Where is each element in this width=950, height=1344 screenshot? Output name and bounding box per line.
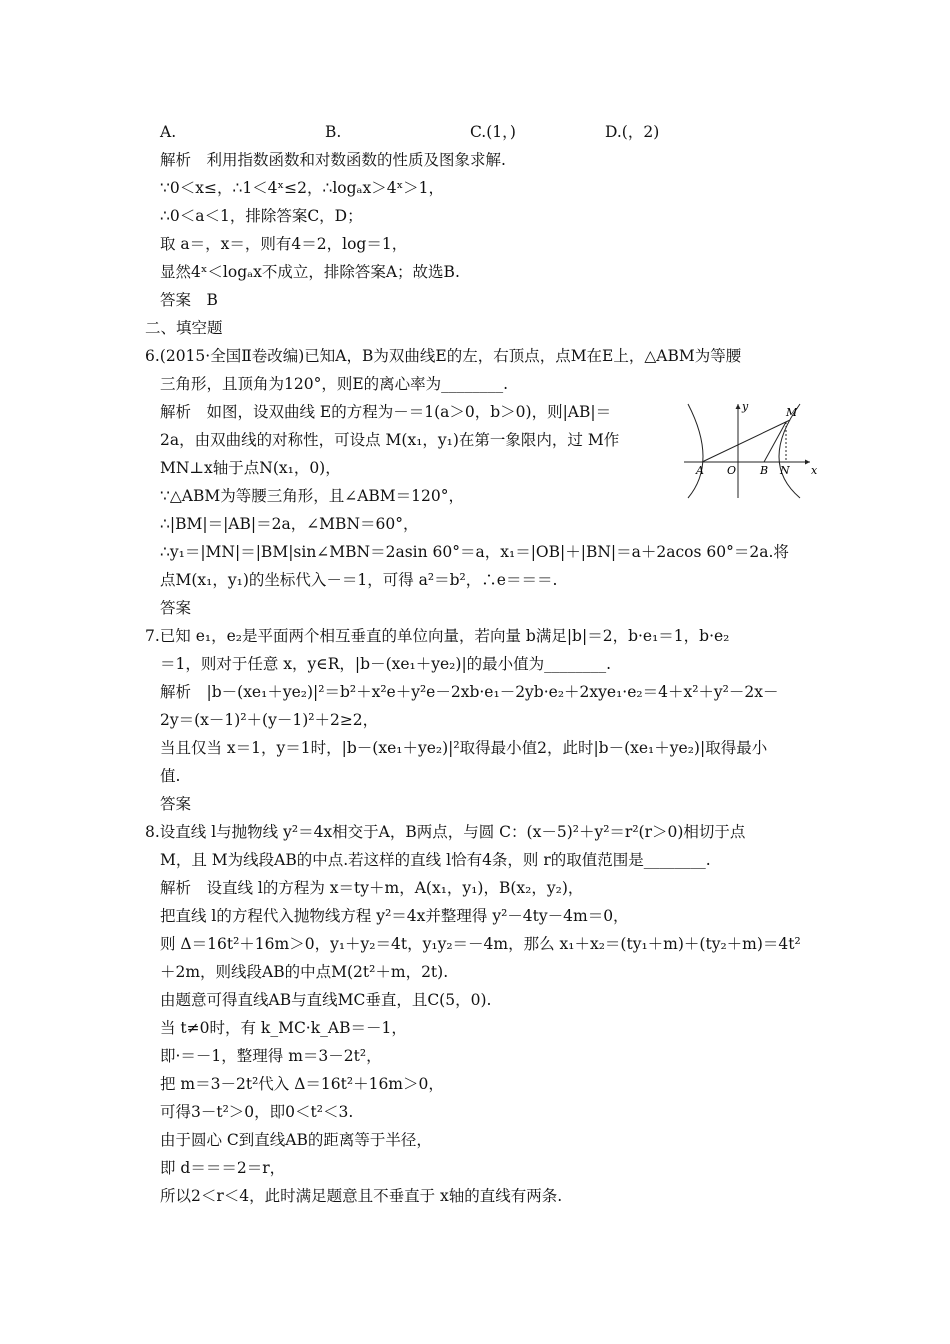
y-axis-arrow-icon <box>736 404 741 409</box>
q8-line: 所以2＜r＜4，此时满足题意且不垂直于 x轴的直线有两条. <box>160 1187 563 1205</box>
q5-answer: 答案 B <box>160 291 218 309</box>
q5-line: ∵0＜x≤，∴1＜4ˣ≤2，∴logₐx＞4ˣ＞1， <box>160 179 445 197</box>
q5-line: 显然4ˣ＜logₐx不成立，排除答案A；故选B. <box>160 263 460 281</box>
q8-line: 由题意可得直线AB与直线MC垂直，且C(5，0). <box>160 991 492 1009</box>
q8-line: 当 t≠0时，有 k_MC·k_AB＝－1， <box>160 1019 407 1037</box>
segment-bm <box>764 422 786 462</box>
q8-question: 8.设直线 l与抛物线 y²＝4x相交于A，B两点，与圆 C：(x－5)²＋y²＝r²(r＞0)相切于点 <box>145 823 746 841</box>
point-n-label: N <box>780 464 790 477</box>
q7-question: ＝1，则对于任意 x，y∈R，|b－(xe₁＋ye₂)|的最小值为________. <box>160 655 612 673</box>
q6-question: 6.(2015·全国Ⅱ卷改编)已知A，B为双曲线E的左，右顶点，点M在E上，△ABM为等腰 <box>145 347 742 365</box>
q7-line: 当且仅当 x＝1，y＝1时，|b－(xe₁＋ye₂)|²取得最小值2，此时|b－(xe₁＋ye₂)|取得最小 <box>160 739 768 757</box>
q6-question: 三角形，且顶角为120°，则E的离心率为________. <box>160 375 509 393</box>
q8-line: 则 Δ＝16t²＋16m＞0，y₁＋y₂＝4t，y₁y₂＝－4m，那么 x₁＋x₂＝(ty₁＋m)＋(ty₂＋m)＝4t² <box>160 935 801 953</box>
q6-line: ∵△ABM为等腰三角形，且∠ABM＝120°， <box>160 487 465 505</box>
q8-line: ＋2m，则线段AB的中点M(2t²＋m，2t). <box>160 963 449 981</box>
q6-line: 2a，由双曲线的对称性，可设点 M(x₁，y₁)在第一象限内，过 M作 <box>160 431 620 449</box>
q7-line: 解析 |b－(xe₁＋ye₂)|²＝b²＋x²e＋y²e－2xb·e₁－2yb·e₂＋2xye₁·e₂＝4＋x²＋y²－2x－ <box>160 683 779 701</box>
hyperbola-diagram <box>680 400 820 502</box>
section-heading: 二、填空题 <box>145 319 223 337</box>
option-c: C.(1，) <box>470 123 516 141</box>
point-a-label: A <box>696 464 704 477</box>
q6-line: ∴|BM|＝|AB|＝2a，∠MBN＝60°， <box>160 515 419 533</box>
option-a: A. <box>160 123 177 141</box>
option-b: B. <box>325 123 342 141</box>
q8-question: M，且 M为线段AB的中点.若这样的直线 l恰有4条，则 r的取值范围是________. <box>160 851 711 869</box>
x-axis-arrow-icon <box>805 460 810 465</box>
q8-line: 把直线 l的方程代入抛物线方程 y²＝4x并整理得 y²－4ty－4m＝0， <box>160 907 629 925</box>
q6-line: 解析 如图，设双曲线 E的方程为－＝1(a＞0，b＞0)，则|AB|＝ <box>160 403 612 421</box>
point-o-label: O <box>727 464 737 477</box>
y-axis-label: y <box>742 400 749 413</box>
q8-line: 即·＝－1，整理得 m＝3－2t²， <box>160 1047 382 1065</box>
q8-line: 把 m＝3－2t²代入 Δ＝16t²＋16m＞0， <box>160 1075 444 1093</box>
q8-line: 即 d＝＝＝2＝r， <box>160 1159 286 1177</box>
q5-line: 取 a＝，x＝，则有4＝2，log＝1， <box>160 235 408 253</box>
q6-line: MN⊥x轴于点N(x₁，0)， <box>160 459 341 477</box>
x-axis-label: x <box>811 464 818 477</box>
q6-answer: 答案 <box>160 599 192 617</box>
point-b-label: B <box>760 464 769 477</box>
q7-line: 2y＝(x－1)²＋(y－1)²＋2≥2， <box>160 711 379 729</box>
hyperbola-figure <box>680 400 820 502</box>
segment-am <box>702 420 790 462</box>
hyperbola-left-branch <box>688 404 703 498</box>
q7-answer: 答案 <box>160 795 192 813</box>
q6-line: 点M(x₁，y₁)的坐标代入－＝1，可得 a²＝b²，∴e＝＝＝. <box>160 571 558 589</box>
q8-line: 可得3－t²＞0，即0＜t²＜3. <box>160 1103 354 1121</box>
q5-line: ∴0＜a＜1，排除答案C，D； <box>160 207 363 225</box>
q7-line: 值. <box>160 767 181 785</box>
q5-line: 解析 利用指数函数和对数函数的性质及图象求解. <box>160 151 506 169</box>
q7-question: 7.已知 e₁，e₂是平面两个相互垂直的单位向量，若向量 b满足|b|＝2，b·e₁＝1，b·e₂ <box>145 627 730 645</box>
q6-line: ∴y₁＝|MN|＝|BM|sin∠MBN＝2asin 60°＝a，x₁＝|OB|＋|BN|＝a＋2acos 60°＝2a.将 <box>160 543 789 561</box>
point-m-label: M <box>786 406 798 419</box>
option-d: D.(，2) <box>605 123 660 141</box>
q8-line: 解析 设直线 l的方程为 x＝ty＋m，A(x₁，y₁)，B(x₂，y₂)， <box>160 879 584 897</box>
q8-line: 由于圆心 C到直线AB的距离等于半径， <box>160 1131 432 1149</box>
